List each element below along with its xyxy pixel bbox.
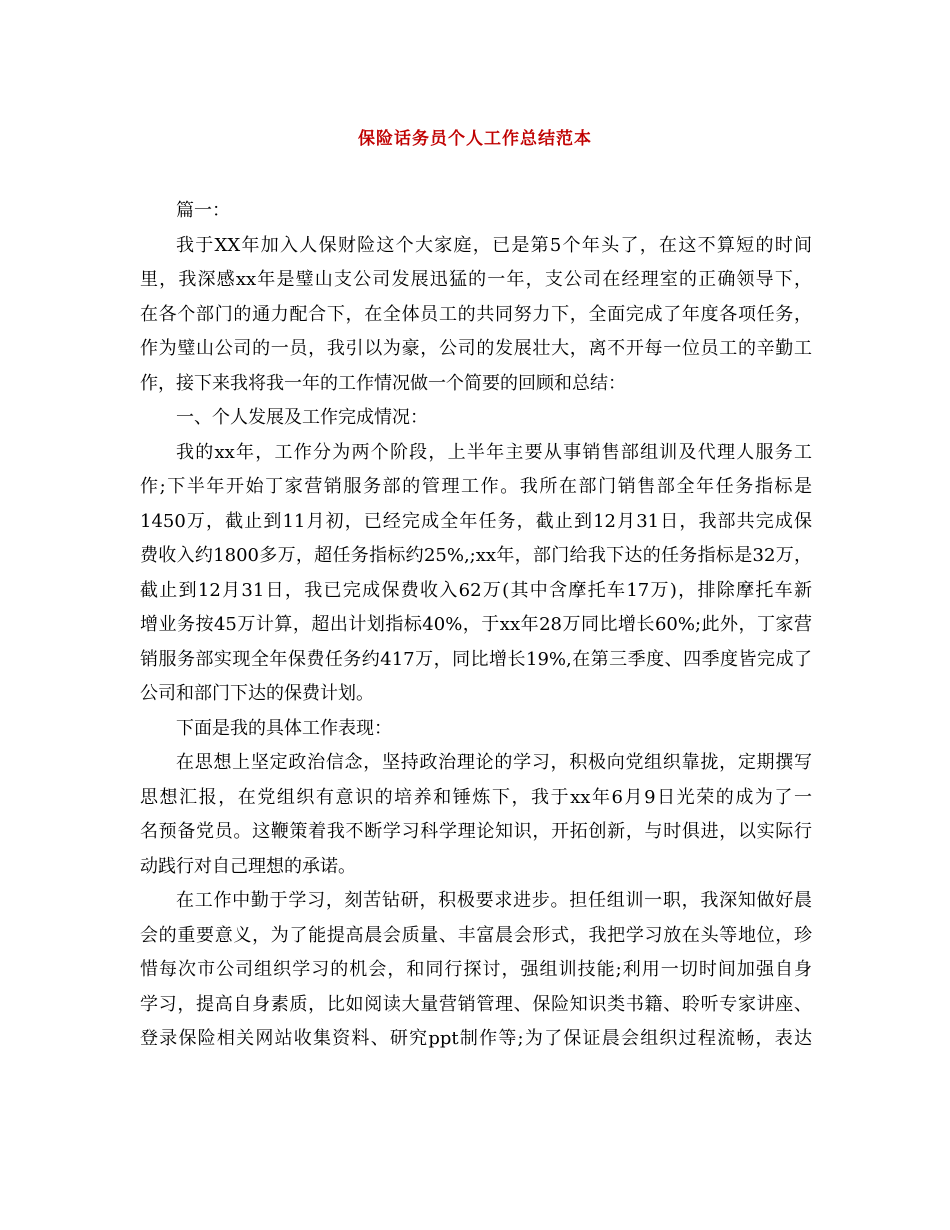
text-line: 在各个部门的通力配合下，在全体员工的共同努力下，全面完成了年度各项任务，	[140, 303, 812, 325]
text-line: 作为璧山公司的一员，我引以为豪，公司的发展壮大，离不开每一位员工的辛勤工	[140, 338, 812, 359]
text-line: 篇一：	[176, 200, 230, 221]
text-line: 里，我深感xx年是璧山支公司发展迅猛的一年，支公司在经理室的正确领导下，	[140, 269, 812, 290]
text-line: 惜每次市公司组织学习的机会，和同行探讨，强组训技能;利用一切时间加强自身	[140, 959, 812, 980]
text-line: 思想汇报，在党组织有意识的培养和锤炼下，我于xx年6月9日光荣的成为了一	[140, 786, 812, 808]
text-line: 增业务按45万计算，超出计划指标40%，于xx年28万同比增长60%;此外，丁家营	[140, 614, 812, 635]
text-line: 费收入约1800多万，超任务指标约25%,;xx年，部门给我下达的任务指标是32万，	[140, 545, 812, 566]
text-line: 作;下半年开始丁家营销服务部的管理工作。我所在部门销售部全年任务指标是	[140, 476, 812, 497]
text-line: 1450万，截止到11月初，已经完成全年任务，截止到12月31日，我部共完成保	[140, 510, 812, 532]
text-line: 登录保险相关网站收集资料、研究ppt制作等;为了保证晨会组织过程流畅，表达	[140, 1028, 812, 1049]
text-line: 我的xx年，工作分为两个阶段，上半年主要从事销售部组训及代理人服务工	[176, 441, 812, 463]
text-line: 在工作中勤于学习，刻苦钻研，积极要求进步。担任组训一职，我深知做好晨	[176, 890, 812, 911]
text-line: 截止到12月31日，我已完成保费收入62万(其中含摩托车17万)，排除摩托车新	[140, 579, 812, 601]
text-line: 学习，提高自身素质，比如阅读大量营销管理、保险知识类书籍、聆听专家讲座、	[140, 993, 812, 1015]
text-line: 公司和部门下达的保费计划。	[140, 683, 374, 704]
text-line: 我于XX年加入人保财险这个大家庭，已是第5个年头了，在这不算短的时间	[176, 234, 812, 256]
text-line: 在思想上坚定政治信念，坚持政治理论的学习，积极向党组织靠拢，定期撰写	[176, 752, 812, 773]
document-title: 保险话务员个人工作总结范本	[358, 129, 592, 149]
text-line: 会的重要意义，为了能提高晨会质量、丰富晨会形式，我把学习放在头等地位，珍	[140, 924, 812, 946]
text-line: 名预备党员。这鞭策着我不断学习科学理论知识，开拓创新，与时俱进，以实际行	[140, 821, 812, 842]
text-line: 销服务部实现全年保费任务约417万，同比增长19%,在第三季度、四季度皆完成了	[140, 648, 812, 670]
text-line: 动践行对自己理想的承诺。	[140, 855, 356, 877]
document-body	[140, 194, 812, 1057]
text-line: 一、个人发展及工作完成情况：	[176, 407, 428, 428]
text-line: 作，接下来我将我一年的工作情况做一个简要的回顾和总结：	[140, 372, 626, 394]
text-line: 下面是我的具体工作表现：	[176, 717, 392, 739]
